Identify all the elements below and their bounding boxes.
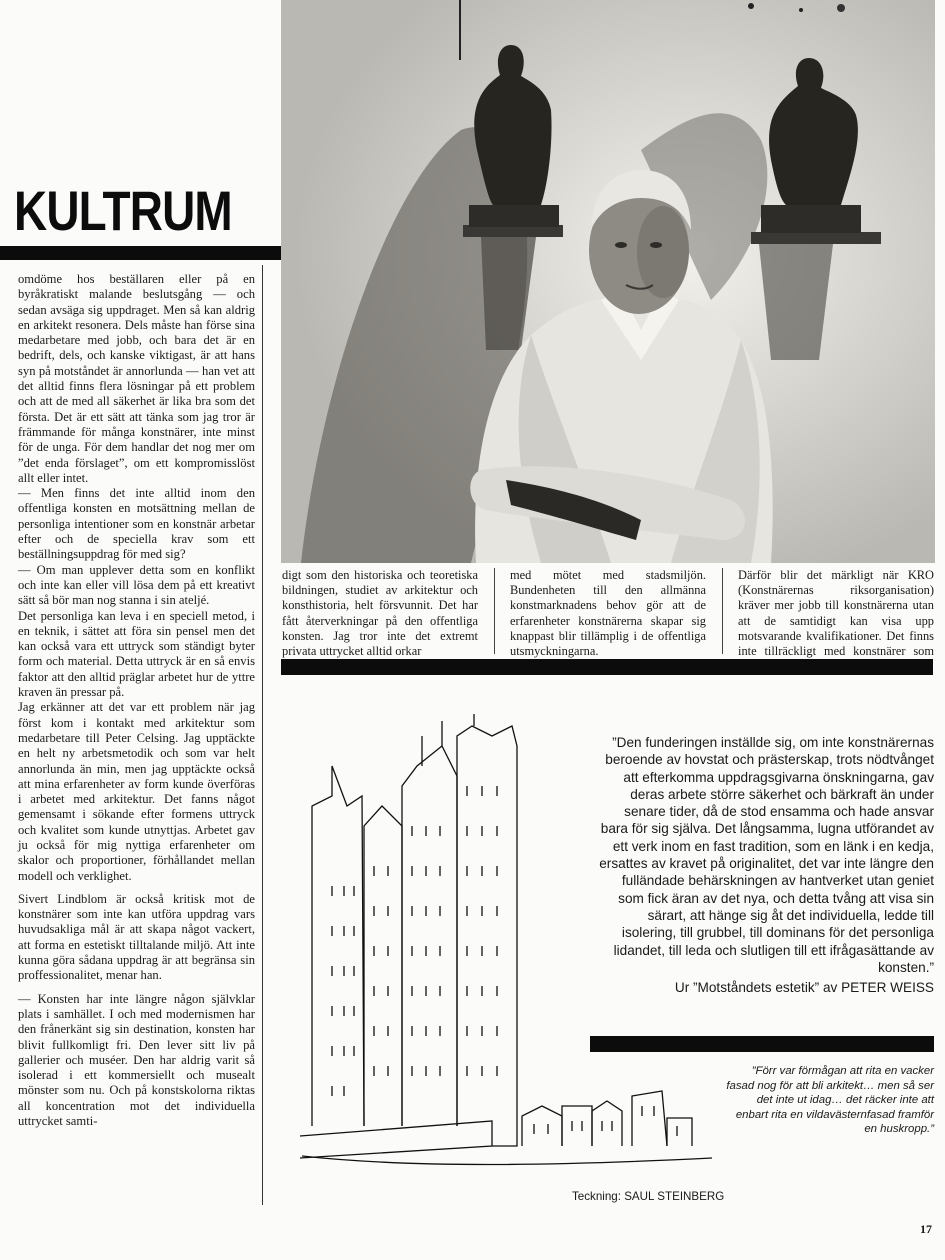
body-text-left-column [18, 272, 255, 1129]
body-text-column-c: Därför blir det märkligt när KRO (Konstnärernas riksorganisation) kräver mer jobb till konstnärerna utan att de samtidigt kan visa upp motsvarande kvalifikationer. Det finns inte tillräckligt med konstnärer som [738, 568, 934, 659]
pull-quote-source: Ur ”Motståndets estetik” av PETER WEISS [674, 980, 934, 995]
caption-quote-steinberg: ”Förr var förmågan att rita en vacker fasad nog för att bli arkitekt… men så ser det inte ut idag… det räcker inte att enbart rita en vildavästernfasad framför en huskropp.” [726, 1065, 934, 1136]
portrait-photo-illustration [281, 0, 935, 563]
body-paragraph: Det personliga kan leva i en speciell metod, i en teknik, i sättet att föra sin pensel men det kan också vara ett uttryck som ständigt byter form och material. Detta uttryck är en så envis faktor att den alltid präglar arbetet hur de yttre kraven än pressar på. [18, 608, 255, 700]
page-number: 17 [920, 1222, 932, 1236]
divider-bar [590, 1036, 934, 1052]
body-paragraph: — Konsten har inte längre någon självklar plats i samhället. I och med modernismen har den frånerkänt sig sin destination, konsten har blivit fullkomligt fri. Den lever sitt liv på gallerier och muséer. Den har aldrig varit så isolerad i ett kommersiellt och musealt mönster som nu. Och på konstskolorna riktas all koncentration mot det individuella uttrycket samti- [18, 991, 255, 1129]
body-text-row [282, 568, 934, 659]
column-rule [494, 568, 495, 654]
body-paragraph: — Om man upplever detta som en konflikt och inte kan eller vill lösa dem på ett kreativt sätt så bör man nog stanna i sin ateljé. [18, 562, 255, 608]
body-paragraph: Jag erkänner att det var ett problem när jag först kom i kontakt med arkitektur som medarbetare till Peter Celsing. Jag upptäckte en helt ny arbetsmetodik och som var helt annorlunda än min, men jag upptäckte också att mina erfarenheter av form kunde överföras i arbetet med arkitektur. Det fanns något gemensamt i sökande efter formens uttryck och kvalitet som kunde utnyttjas. Arbetet gav ju också för mig nyttiga erfarenheter om skalor och proportioner, förhållandet mellan modell och verklighet. [18, 700, 255, 883]
header-bar [0, 246, 281, 260]
pull-quote-weiss: ”Den funderingen inställde sig, om inte konstnärernas beroende av hovstat och prästerskap, trots nödtvånget att efterkomma uppdragsgivarna önskningarna, gav deras arbete större säkerhet och bärkraft än under senare tider, då de stod ensamma och hade ansvar bara för sig själva. Det långsamma, lugna utförandet av ett verk inom en fast tradition, som en länk i en kedja, ersattes av kravet på originalitet, det var inte längre den fulländade behärskningen av hantverket utan geniet som fick äran av det nya, och detta tvång att visa sin särart, att hänge sig åt det individuella, ledde till isolering, till grubbel, till dominans för det personliga lidandet, till leda och slutligen till ett ifrågasättande av konsten.” [599, 735, 934, 975]
section-title: KULTRUM [14, 179, 232, 242]
column-rule [262, 265, 263, 1205]
portrait-photo [281, 0, 935, 563]
body-text-column-a: digt som den historiska och teoretiska bildningen, studiet av arkitektur och konsthistoria, helt försvunnit. Det har fått återverkningar på den offentliga konsten. Jag tror inte det extremt privata uttrycket alltid orkar [282, 568, 478, 659]
drawing-credit: Teckning: SAUL STEINBERG [572, 1190, 725, 1203]
body-paragraph: omdöme hos beställaren eller på en byråkratiskt malande beslutsgång — och sedan avsäga sig uppdraget. Men så kan aldrig en arkitekt resonera. Dels måste han förse sina medarbetare med jobb, och bara det är en bedrift, dels, och kanske viktigast, är att hans syn på motståndet är annorlunda — han vet att det alltid finns flera lösningar på ett problem och att de med all säkerhet är lika bra som det första. Det är ett sätt att tänka som jag tror är främmande för många konstnärer, inte minst för de unga. För dem handlar det nog mer om ”det enda förslaget”, om ett kompromisslöst allt eller intet. [18, 272, 255, 485]
divider-bar [281, 659, 933, 675]
body-paragraph: — Men finns det inte alltid inom den offentliga konsten en motsättning mellan de personliga intentioner som en konstnär arbetar efter och de speciella krav som ett beställningsuppdrag för med sig? [18, 486, 255, 562]
column-rule [722, 568, 723, 654]
body-paragraph: Sivert Lindblom är också kritisk mot de konstnärer som inte kan utföra uppdrag vars huvudsakliga mål är att skapa något vackert, att forma en estetiskt tilltalande miljö. Att inte kunna göra sådana uppdrag är att begränsa sin proffessionalitet, menar han. [18, 891, 255, 983]
body-text-column-b: med mötet med stadsmiljön. Bundenheten till den allmänna konstmarknadens behov gör att de erfarenheter konstnärerna skapar sig knappast blir tillämplig i de offentliga utsmyckningarna. [510, 568, 706, 659]
